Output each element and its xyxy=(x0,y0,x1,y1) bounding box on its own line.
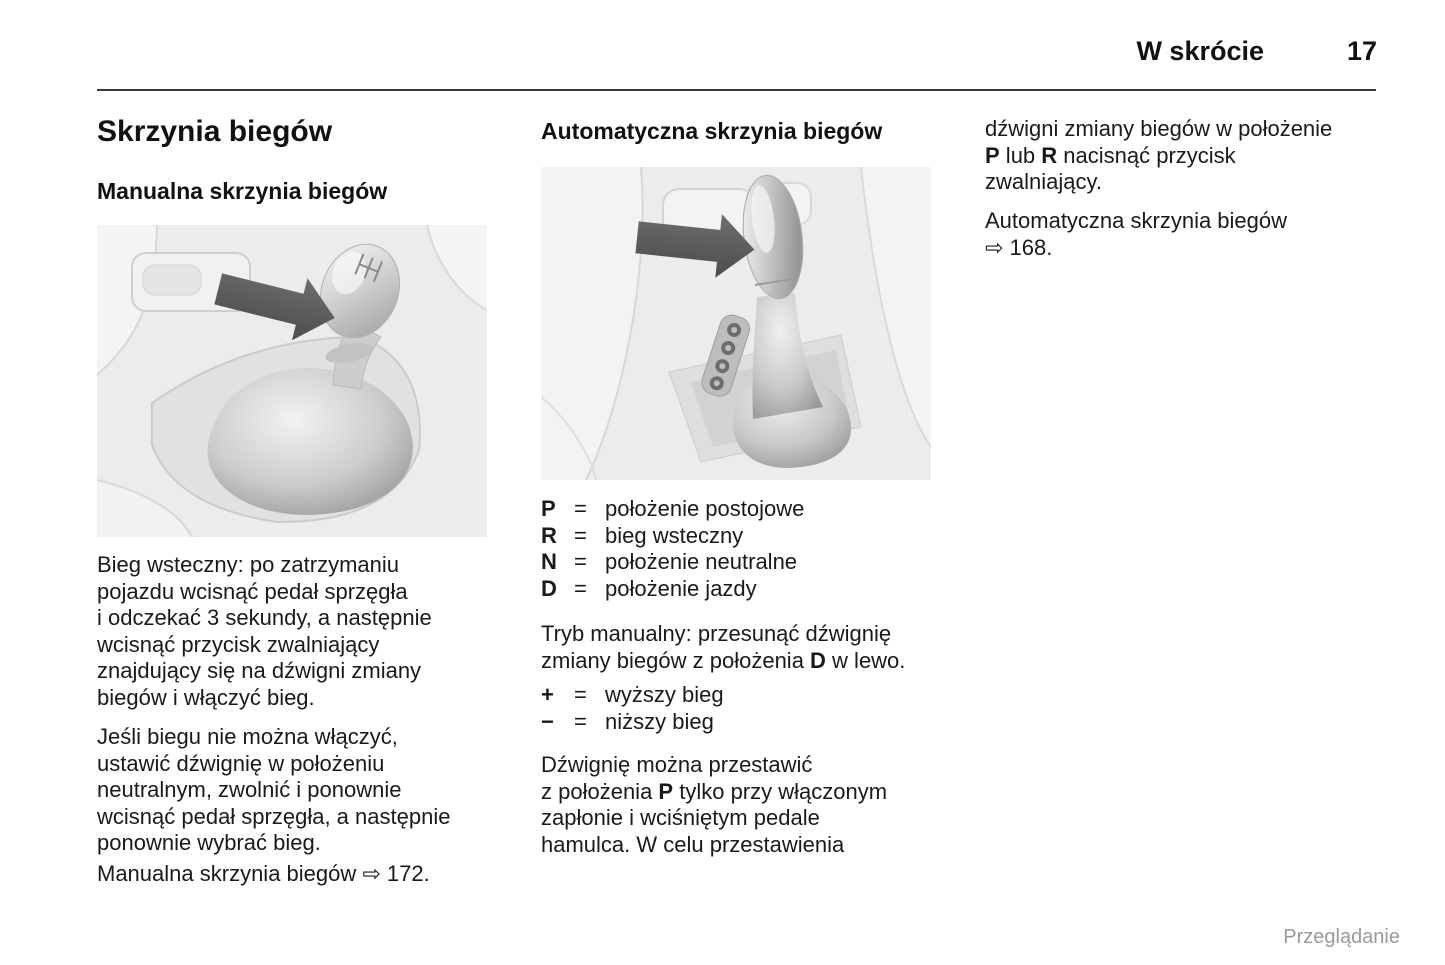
column3-reference xyxy=(985,208,1389,262)
gear-label: położenie neutralne xyxy=(605,549,798,574)
equals-sign: = xyxy=(574,708,587,734)
text-line xyxy=(541,648,945,675)
equals-sign: = xyxy=(574,549,587,574)
gear-def-row xyxy=(541,523,945,550)
text-line: i odczekać 3 sekundy, a następnie xyxy=(97,605,432,630)
text-line xyxy=(541,779,945,806)
page-reference xyxy=(97,861,501,889)
text-line: Dźwignię można przestawić xyxy=(541,752,813,777)
footer-label: Przeglądanie xyxy=(1283,926,1400,948)
gear-position-list xyxy=(541,496,945,602)
manual-shifter-illustration xyxy=(97,225,487,537)
shift-def-row xyxy=(541,682,945,709)
gear-def-row xyxy=(541,549,945,576)
minus-symbol: − xyxy=(541,708,554,734)
equals-sign: = xyxy=(574,682,587,707)
reference-text: Manualna skrzynia biegów xyxy=(97,861,363,886)
shift-label: niższy bieg xyxy=(605,708,714,734)
plus-symbol: + xyxy=(541,682,554,707)
page-number: 17 xyxy=(1346,36,1377,66)
reference-page: 168. xyxy=(1003,234,1053,260)
gear-def-row xyxy=(541,576,945,603)
page-reference-arrow-icon: ⇨ xyxy=(362,862,381,887)
shift-def-list xyxy=(541,682,945,735)
text-line: dźwigni zmiany biegów w położenie xyxy=(985,116,1333,141)
text-line: wcisnąć przycisk zwalniający xyxy=(97,631,380,657)
text-segment: z położenia xyxy=(541,778,659,804)
gear-def-row xyxy=(541,496,945,523)
shift-label: wyższy bieg xyxy=(605,682,724,707)
gear-letter-bold: D xyxy=(810,647,826,673)
shift-def-row xyxy=(541,709,945,736)
column1-subheading-block xyxy=(97,178,501,205)
gear-symbol: D xyxy=(541,575,557,601)
reference-text: Automatyczna skrzynia biegów xyxy=(985,208,1288,233)
manual-shifter-image xyxy=(97,225,487,537)
text-segment: tylko przy włączonym xyxy=(673,778,888,804)
text-line: Tryb manualny: przesunąć dźwignię xyxy=(541,621,892,646)
column1-paragraph2 xyxy=(97,724,501,857)
text-line xyxy=(985,143,1389,170)
text-line: wcisnąć pedał sprzęgła, a następnie xyxy=(97,803,451,829)
equals-sign: = xyxy=(574,496,587,521)
gear-symbol: N xyxy=(541,549,557,574)
gear-letter-bold: P xyxy=(985,142,1000,168)
automatic-shifter-image xyxy=(541,167,931,480)
text-line: znajdujący się na dźwigni zmiany xyxy=(97,658,422,683)
header-rule xyxy=(97,89,1376,91)
text-segment: zmiany biegów z położenia xyxy=(541,647,811,673)
page-reference xyxy=(985,235,1389,263)
column1-paragraph1 xyxy=(97,552,501,711)
text-line: ponownie wybrać bieg. xyxy=(97,830,321,855)
gear-label: bieg wsteczny xyxy=(605,522,744,548)
gear-symbol: P xyxy=(541,496,556,521)
manual-mode-paragraph xyxy=(541,621,945,674)
equals-sign: = xyxy=(574,522,587,548)
text-line: Jeśli biegu nie można włączyć, xyxy=(97,724,398,749)
text-line: pojazdu wcisnąć pedał sprzęgła xyxy=(97,578,408,604)
reference-page: 172. xyxy=(380,861,430,886)
text-line: biegów i włączyć bieg. xyxy=(97,684,315,710)
column1-heading: Skrzynia biegów xyxy=(97,115,333,148)
gear-label: położenie jazdy xyxy=(605,575,757,601)
column2-subheading-block xyxy=(541,118,945,145)
section-title: W skrócie xyxy=(1136,36,1264,66)
text-segment: lub xyxy=(999,142,1042,168)
text-line: ustawić dźwignię w położeniu xyxy=(97,750,385,776)
text-segment: nacisnąć przycisk xyxy=(1057,142,1236,168)
text-line: zapłonie i wciśniętym pedale xyxy=(541,805,820,830)
column2-subheading: Automatyczna skrzynia biegów xyxy=(541,118,883,144)
column1-reference xyxy=(97,861,501,889)
text-segment: w lewo. xyxy=(825,647,906,673)
column3-paragraph xyxy=(985,116,1389,196)
page-reference-arrow-icon: ⇨ xyxy=(985,235,1004,261)
text-line: Bieg wsteczny: po zatrzymaniu xyxy=(97,552,400,577)
text-line: hamulca. W celu przestawienia xyxy=(541,831,845,857)
gear-symbol: R xyxy=(541,522,557,548)
gear-letter-bold: R xyxy=(1041,142,1058,168)
gear-letter-bold: P xyxy=(658,778,674,804)
text-line: neutralnym, zwolnić i ponownie xyxy=(97,777,402,802)
column1-subheading: Manualna skrzynia biegów xyxy=(97,178,388,204)
page-title xyxy=(97,115,501,149)
automatic-shifter-illustration xyxy=(541,167,931,480)
gear-label: położenie postojowe xyxy=(605,496,805,521)
column2-last-paragraph xyxy=(541,752,945,858)
text-line: zwalniający. xyxy=(985,169,1102,194)
equals-sign: = xyxy=(574,575,587,601)
